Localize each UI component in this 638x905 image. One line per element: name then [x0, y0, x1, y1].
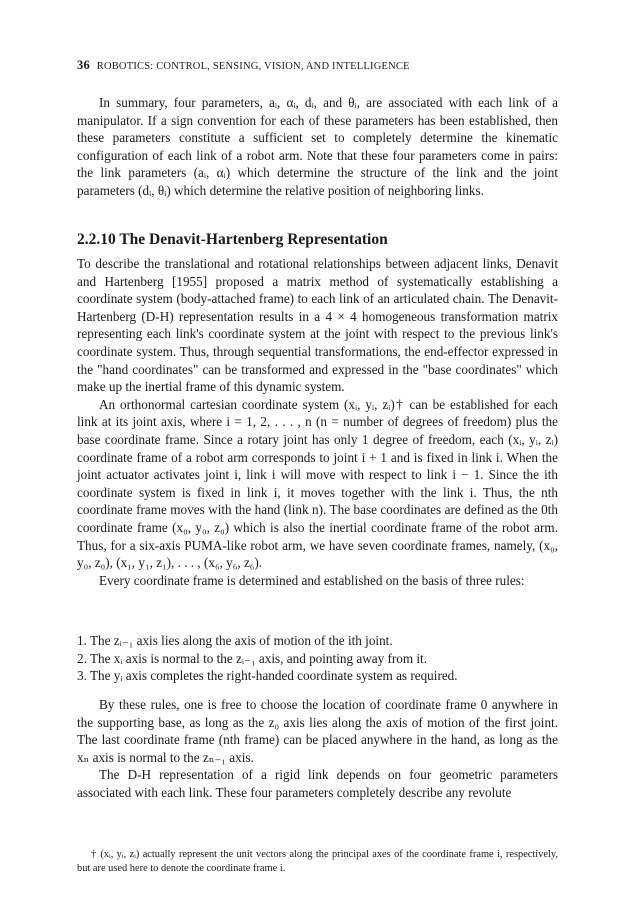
after-rules-block: [77, 696, 558, 802]
rule-item: 1. The zᵢ₋₁ axis lies along the axis of motion of the ith joint.: [77, 633, 393, 648]
rule-item: 2. The xᵢ axis is normal to the zᵢ₋₁ axis, and pointing away from it.: [77, 650, 428, 666]
rules-list: [77, 632, 558, 685]
footnote: [77, 848, 558, 876]
paragraph: Every coordinate frame is determined and established on the basis of three rules:: [99, 572, 525, 588]
summary-block: [77, 94, 558, 200]
rule-item: 3. The yᵢ axis completes the right-handed coordinate system as required.: [77, 668, 458, 684]
summary-paragraph: In summary, four parameters, aᵢ, αᵢ, dᵢ, and θᵢ, are associated with each link of a manipulator. If a sign convention for each of these parameters has been established, then these parameters constitute a sufficient set to completely determine the kinematic configuration of each link of a robot arm. Note that these four parameters come in pairs: the link parameters (aᵢ, αᵢ) which determine the structure of the link and the joint parameters (dᵢ, θᵢ) which determine the relative position of neighboring links.: [77, 95, 558, 198]
paragraph: The D-H representation of a rigid link depends on four geometric parameters associated with each link. These four parameters completely describe any revolute: [77, 767, 558, 800]
running-header: [77, 58, 410, 73]
footnote-text: † (xᵢ, yᵢ, zᵢ) actually represent the unit vectors along the principal axes of the coordinate frame i, respectively, but are used here to denote the coordinate frame i.: [77, 849, 558, 874]
body-block: [77, 255, 558, 589]
section-heading: 2.2.10 The Denavit-Hartenberg Representation: [77, 231, 388, 248]
page-number: 36: [77, 58, 90, 72]
running-title: ROBOTICS: CONTROL, SENSING, VISION, AND INTELLIGENCE: [96, 61, 410, 72]
paragraph: By these rules, one is free to choose the location of coordinate frame 0 anywhere in the supporting base, as long as the z₀ axis lies along the axis of motion of the first joint. The last coordinate frame (nth frame) can be placed anywhere in the hand, as long as the xₙ axis is normal to the zₙ₋₁ axis.: [77, 697, 558, 765]
paragraph: To describe the translational and rotational relationships between adjacent links, Denavit and Hartenberg [1955] proposed a matrix method of systematically establishing a coordinate system (body-attached frame) to each link of an articulated chain. The Denavit-Hartenberg (D-H) representation results in a 4 × 4 homogeneous transformation matrix representing each link's coordinate system at the joint with respect to the previous link's coordinate system. Thus, through sequential transformations, the end-effector expressed in the "hand coordinates" can be transformed and expressed in the "base coordinates" which make up the inertial frame of this dynamic system.: [77, 256, 558, 395]
paragraph: An orthonormal cartesian coordinate system (xᵢ, yᵢ, zᵢ)† can be established for each link at its joint axis, where i = 1, 2, . . . , n (n = number of degrees of freedom) plus the base coordinate frame. Since a rotary joint has only 1 degree of freedom, each (xᵢ, yᵢ, zᵢ) coordinate frame of a robot arm corresponds to joint i + 1 and is fixed in link i. When the joint actuator activates joint i, link i will move with respect to link i − 1. Since the ith coordinate system is fixed in link i, it moves together with the link i. Thus, the nth coordinate frame moves with the hand (link n). The base coordinates are defined as the 0th coordinate frame (x₀, y₀, z₀) which is also the inertial coordinate frame of the robot arm. Thus, for a six-axis PUMA-like robot arm, we have seven coordinate frames, namely, (x₀, y₀, z₀), (x₁, y₁, z₁), . . . , (x₆, y₆, z₆).: [77, 396, 558, 571]
